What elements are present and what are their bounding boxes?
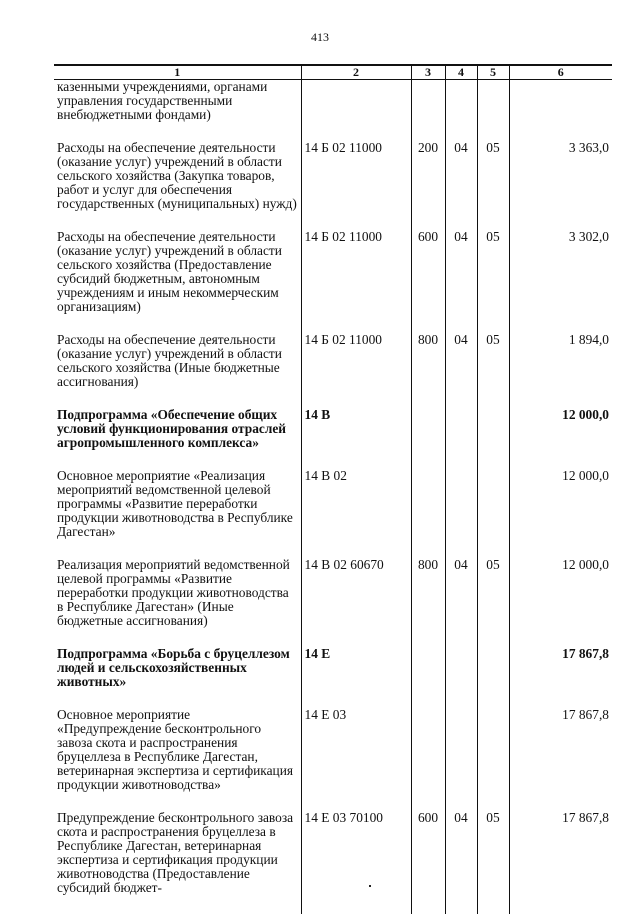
table-row xyxy=(54,80,612,142)
row-code: 14 Е 03 xyxy=(301,708,411,811)
row-subsection: 05 xyxy=(477,811,509,914)
page-number: 413 xyxy=(311,30,329,44)
row-subsection xyxy=(477,408,509,469)
row-amount: 1 894,0 xyxy=(509,333,612,408)
column-header-4: 4 xyxy=(445,65,477,80)
row-description: Основное мероприятие «Реализация мероприятий ведомственной целевой программы «Развитие переработки продукции животноводства в Республике Дагестан» xyxy=(57,468,293,539)
column-header-5: 5 xyxy=(477,65,509,80)
row-amount: 12 000,0 xyxy=(509,469,612,558)
row-description: казенными учреждениями, органами управления государственными внебюджетными фондами) xyxy=(57,79,268,122)
row-section xyxy=(445,80,477,142)
row-description: Подпрограмма «Борьба с бруцеллезом людей и сельскохозяйственных животных» xyxy=(57,646,290,689)
table-row-subprogram xyxy=(54,408,612,469)
row-code: 14 Б 02 11000 xyxy=(301,141,411,230)
row-description: Реализация мероприятий ведомственной целевой программы «Развитие переработки продукции животноводства в Республике Дагестан» (Иные бюджетные ассигнования) xyxy=(57,557,290,628)
table-row xyxy=(54,811,612,914)
row-code: 14 Е 03 70100 xyxy=(301,811,411,914)
row-section xyxy=(445,647,477,708)
row-description: Расходы на обеспечение деятельности (оказание услуг) учреждений в области сельского хозяйства (Иные бюджетные ассигнования) xyxy=(57,332,282,389)
budget-table xyxy=(54,64,612,914)
row-expense-type xyxy=(411,708,445,811)
table-row xyxy=(54,333,612,408)
row-expense-type xyxy=(411,469,445,558)
row-description: Расходы на обеспечение деятельности (оказание услуг) учреждений в области сельского хозяйства (Закупка товаров, работ и услуг для обеспечения государственных (муниципальных) нужд) xyxy=(57,140,297,211)
column-header-6: 6 xyxy=(509,65,612,80)
row-subsection: 05 xyxy=(477,558,509,647)
row-amount: 12 000,0 xyxy=(509,558,612,647)
row-code: 14 В 02 60670 xyxy=(301,558,411,647)
row-subsection xyxy=(477,708,509,811)
row-amount: 17 867,8 xyxy=(509,811,612,914)
table-row xyxy=(54,141,612,230)
row-subsection xyxy=(477,80,509,142)
row-description: Предупреждение бесконтрольного завоза скота и распространения бруцеллеза в Республике Дагестан, ветеринарная экспертиза и сертификация продукции животноводства (Предоставление субсидий бюджет- xyxy=(57,810,294,895)
row-section xyxy=(445,408,477,469)
row-code: 14 Б 02 11000 xyxy=(301,230,411,333)
table-row xyxy=(54,558,612,647)
table-row xyxy=(54,469,612,558)
row-description: Основное мероприятие «Предупреждение бесконтрольного завоза скота и распространения бруцеллеза в Республике Дагестан, ветеринарная экспертиза и сертификация продукции животноводства» xyxy=(57,707,294,792)
row-section xyxy=(445,708,477,811)
row-expense-type xyxy=(411,647,445,708)
table-row-subprogram xyxy=(54,647,612,708)
table-row xyxy=(54,708,612,811)
row-subsection xyxy=(477,647,509,708)
table-row xyxy=(54,230,612,333)
row-amount xyxy=(509,80,612,142)
row-amount: 12 000,0 xyxy=(509,408,612,469)
row-expense-type xyxy=(411,80,445,142)
row-section: 04 xyxy=(445,811,477,914)
row-expense-type: 800 xyxy=(411,333,445,408)
row-description: Расходы на обеспечение деятельности (оказание услуг) учреждений в области сельского хозяйства (Предоставление субсидий бюджетным, автономным учреждениям и иным некоммерческим организациям) xyxy=(57,229,282,314)
row-expense-type: 800 xyxy=(411,558,445,647)
row-expense-type: 600 xyxy=(411,811,445,914)
row-code xyxy=(301,80,411,142)
column-header-3: 3 xyxy=(411,65,445,80)
row-section xyxy=(445,469,477,558)
row-subsection xyxy=(477,469,509,558)
row-expense-type xyxy=(411,408,445,469)
row-amount: 17 867,8 xyxy=(509,647,612,708)
column-header-2: 2 xyxy=(301,65,411,80)
column-header-1: 1 xyxy=(54,65,301,80)
row-description: Подпрограмма «Обеспечение общих условий функционирования отраслей агропромышленного комплекса» xyxy=(57,407,286,450)
row-code: 14 В xyxy=(301,408,411,469)
row-expense-type: 600 xyxy=(411,230,445,333)
row-subsection: 05 xyxy=(477,333,509,408)
row-section: 04 xyxy=(445,230,477,333)
row-code: 14 Е xyxy=(301,647,411,708)
row-amount: 3 302,0 xyxy=(509,230,612,333)
row-section: 04 xyxy=(445,141,477,230)
row-section: 04 xyxy=(445,558,477,647)
row-subsection: 05 xyxy=(477,141,509,230)
row-code: 14 В 02 xyxy=(301,469,411,558)
row-amount: 17 867,8 xyxy=(509,708,612,811)
row-expense-type: 200 xyxy=(411,141,445,230)
header-row xyxy=(54,65,612,80)
scan-speck xyxy=(369,885,371,887)
row-section: 04 xyxy=(445,333,477,408)
row-amount: 3 363,0 xyxy=(509,141,612,230)
row-subsection: 05 xyxy=(477,230,509,333)
row-code: 14 Б 02 11000 xyxy=(301,333,411,408)
